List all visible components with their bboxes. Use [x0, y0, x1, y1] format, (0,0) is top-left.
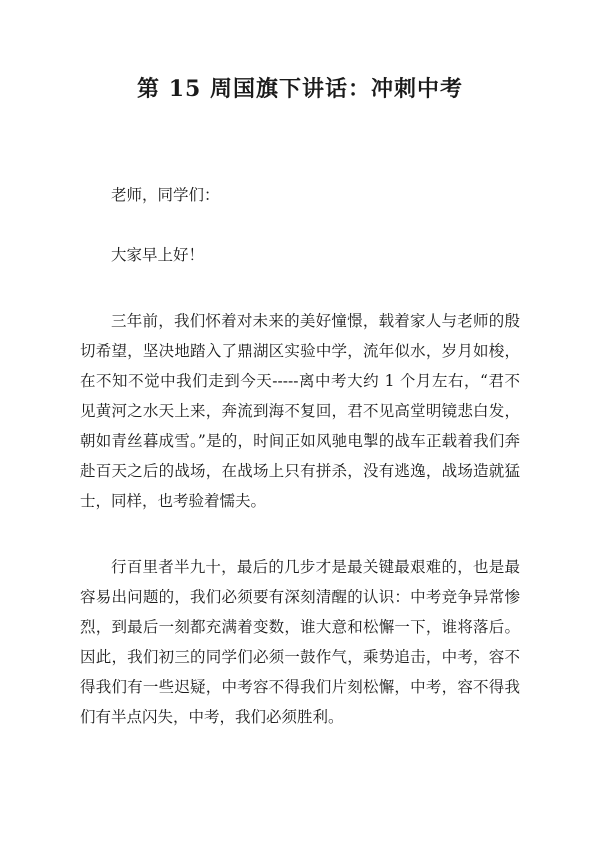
- body-paragraph-2: 行百里者半九十，最后的几步才是最关键最艰难的，也是最容易出问题的，我们必须要有深刻清醒的认识：中考竞争异常惨烈，到最后一刻都充满着变数，谁大意和松懈一下，谁将落后。因此，我们初三的同学们必须一鼓作气，乘势追击，中考，容不得我们有一些迟疑，中考容不得我们片刻松懈，中考，容不得我们有半点闪失，中考，我们必须胜利。: [80, 558, 520, 726]
- greeting-line: 老师，同学们：: [111, 186, 220, 204]
- page-title: 第 15 周国旗下讲话：冲刺中考: [137, 76, 463, 102]
- body-paragraph-1: 三年前，我们怀着对未来的美好憧憬，载着家人与老师的殷切希望，坚决地踏入了鼎湖区实验中学，流年似水，岁月如梭，在不知不觉中我们走到今天-----离中考大约 1 个月左右，“君不见黄河之水天上来，奔流到海不复回，君不见高堂明镜悲白发，朝如青丝暮成雪。”是的，时间正如风驰电掣的战车正载着我们奔赴百天之后的战场，在战场上只有拼杀，没有逃逸，战场造就猛士，同样，也考验着懦夫。: [80, 312, 520, 510]
- morning-line: 大家早上好！: [111, 246, 205, 264]
